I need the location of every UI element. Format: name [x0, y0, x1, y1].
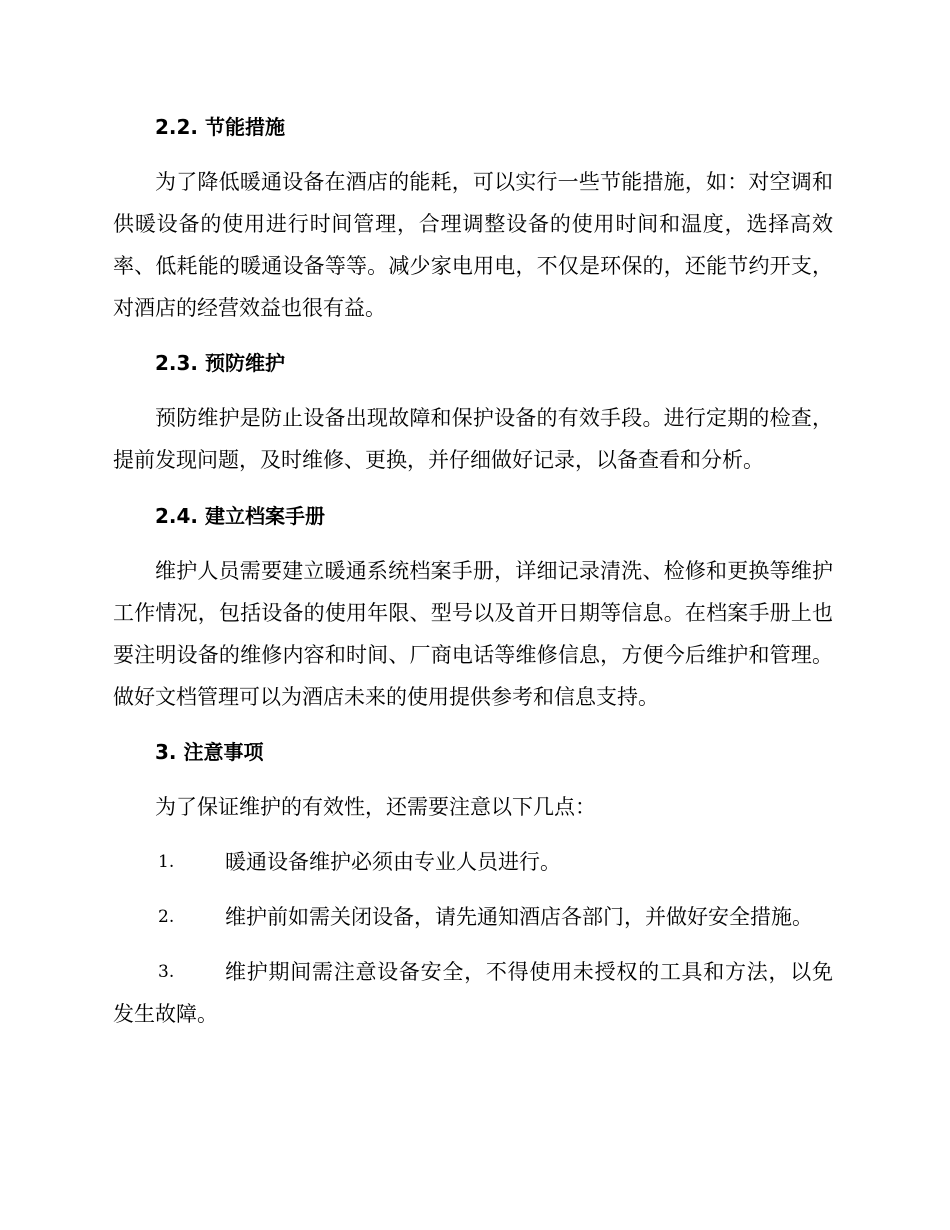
section-intro-3: 为了保证维护的有效性，还需要注意以下几点：: [155, 795, 596, 819]
section-heading-3: 3. 注意事项: [155, 740, 264, 764]
section-body-2-2: 为了降低暖通设备在酒店的能耗，可以实行一些节能措施，如：对空调和供暖设备的使用进行时间管理，合理调整设备的使用时间和温度，选择高效率、低耗能的暖通设备等等。减少家电用电，不仅是环保的，还能节约开支，对酒店的经营效益也很有益。: [113, 170, 833, 320]
section-heading-2-4: 2.4. 建立档案手册: [155, 504, 325, 528]
section-body-2-3: 预防维护是防止设备出现故障和保护设备的有效手段。进行定期的检查，提前发现问题，及时维修、更换，并仔细做好记录，以备查看和分析。: [113, 406, 833, 472]
section-body-2-4: 维护人员需要建立暖通系统档案手册，详细记录清洗、检修和更换等维护工作情况，包括设备的使用年限、型号以及首开日期等信息。在档案手册上也要注明设备的维修内容和时间、厂商电话等维修信息，方便今后维护和管理。做好文档管理可以为酒店未来的使用提供参考和信息支持。: [113, 559, 833, 709]
list-item: [113, 896, 833, 938]
section-heading-2-3: 2.3. 预防维护: [155, 351, 285, 375]
section-heading-2-2: 2.2. 节能措施: [155, 115, 285, 139]
list-item-text: 维护前如需关闭设备，请先通知酒店各部门，并做好安全措施。: [225, 905, 813, 929]
list-item-text: 暖通设备维护必须由专业人员进行。: [225, 850, 561, 874]
list-item-text: 维护期间需注意设备安全，不得使用未授权的工具和方法，以免发生故障。: [113, 960, 833, 1026]
list-item-number: 2.: [158, 907, 175, 927]
list-item: [113, 951, 833, 1035]
list-item-number: 1.: [158, 852, 175, 872]
list-item: [113, 841, 833, 883]
list-item-number: 3.: [158, 962, 175, 982]
